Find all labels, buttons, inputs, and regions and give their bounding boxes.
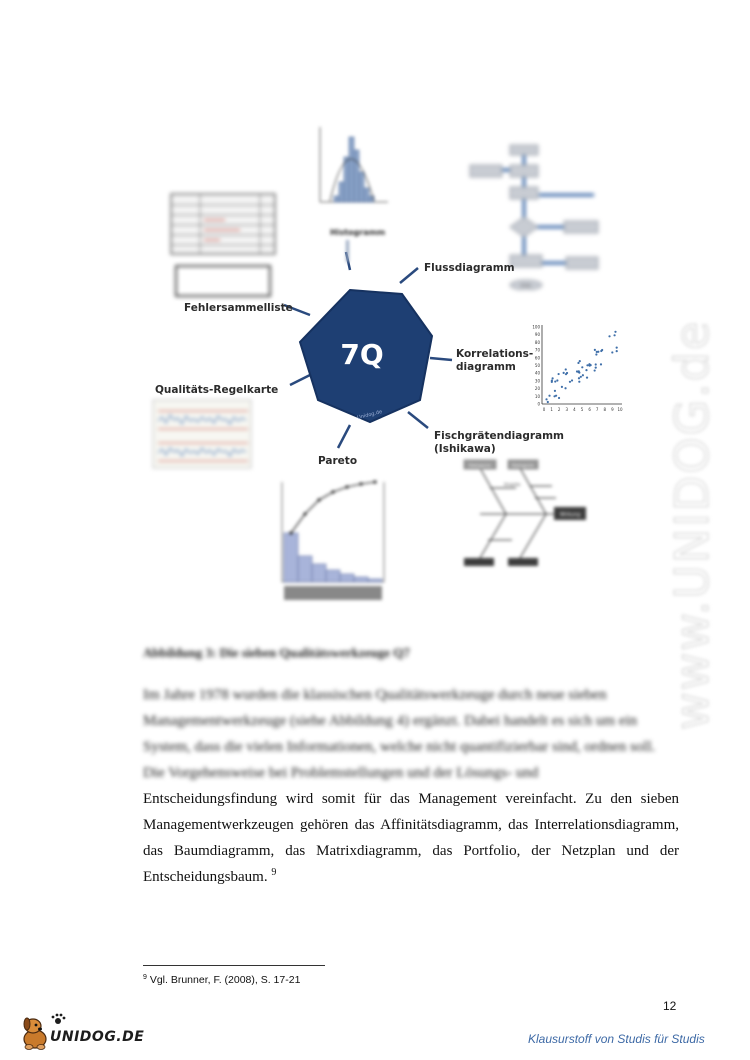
paragraph-blurred: [143, 682, 679, 786]
scatter-point: [551, 380, 553, 382]
scatter-point: [578, 377, 580, 379]
svg-text:www.UNIDOG.de: www.UNIDOG.de: [665, 319, 719, 730]
fishbone-kategorie-2: Kategorie: [512, 464, 534, 469]
scatter-point: [563, 372, 565, 374]
paragraph-line: Managementwerkzeuge (siehe Abbildung 4) ergänzt. Dabei handelt es sich um ein: [143, 713, 638, 729]
paragraph-line: Entscheidungsfindung wird somit für das Management vereinfacht. Zu den sieben: [143, 791, 679, 807]
scatter-x-ticks: [543, 407, 623, 412]
paragraph-line: System, dass die vielen Informationen, welche nicht quantifizierbar sind, ordnen soll.: [143, 739, 656, 755]
flow-end-label: Ende: [520, 283, 532, 288]
paragraph-line-text: Entscheidungsbaum.: [143, 869, 268, 885]
korrelations-label-2: diagramm: [456, 361, 516, 373]
scatter-point: [556, 379, 558, 381]
scatter-point: [595, 353, 597, 355]
fehlersammelliste-label: Fehlersammelliste: [184, 302, 293, 314]
scatter-x-tick-label: 5: [580, 407, 584, 412]
paragraph-line: Im Jahre 1978 wurden die klassischen Qualitätswerkzeuge durch neue sieben: [143, 687, 607, 703]
paragraph-line: Die Vorgehensweise bei Problemstellungen und der Lösungs- und: [143, 765, 539, 781]
regelkarte-label: Qualitäts-Regelkarte: [155, 384, 279, 396]
logo-text[interactable]: UNIDOG.DE: [50, 1029, 145, 1045]
scatter-point: [586, 364, 588, 366]
scatter-y-tick-label: 90: [534, 332, 540, 338]
scatter-y-tick-label: 10: [534, 393, 540, 399]
scatter-x-tick-label: 7: [595, 407, 599, 412]
scatter-point: [565, 368, 567, 370]
scatter-point: [588, 363, 590, 365]
scatter-x-tick-label: 6: [588, 407, 591, 412]
flussdiagramm-label: Flussdiagramm: [424, 262, 515, 274]
fehlersammelliste-thumbnail: [170, 193, 276, 299]
scatter-x-tick-label: 10: [617, 407, 623, 412]
scatter-y-tick-label: 100: [532, 324, 540, 330]
paragraph-clear: [143, 786, 679, 890]
histogram-label: Histogramm: [330, 228, 386, 237]
scatter-thumbnail: [526, 320, 626, 416]
scatter-x-tick-label: 1: [550, 407, 553, 412]
scatter-point: [594, 349, 596, 351]
scatter-x-tick-label: 4: [573, 407, 576, 412]
scatter-point: [581, 366, 583, 368]
footer-tagline: Klausurstoff von Studis für Studis: [528, 1032, 705, 1046]
scatter-x-tick-label: 0: [542, 407, 546, 412]
figure-caption: Abbildung 3: Die sieben Qualitätswerkzeuge Q7: [143, 645, 410, 660]
scatter-x-tick-label: 3: [565, 407, 569, 412]
histogram-connector: [346, 240, 349, 262]
scatter-point: [578, 372, 580, 374]
scatter-x-tick-label: 9: [611, 407, 614, 412]
scatter-point: [608, 335, 610, 337]
watermark: [640, 270, 740, 750]
scatter-point: [586, 377, 588, 379]
scatter-y-ticks: [532, 325, 540, 407]
scatter-point: [613, 334, 615, 336]
scatter-y-tick-label: 50: [534, 363, 540, 368]
korrelations-label-1: Korrelations-: [456, 348, 534, 360]
scatter-point: [580, 376, 582, 378]
scatter-y-tick-label: 70: [534, 347, 540, 353]
scatter-point: [600, 363, 602, 365]
scatter-y-tick-label: 80: [534, 339, 540, 345]
fishbone-wirkung: Wirkung: [559, 512, 581, 518]
scatter-y-tick-label: 20: [534, 386, 540, 392]
scatter-point: [577, 362, 579, 364]
scatter-point: [569, 381, 571, 383]
footnote-text: Vgl. Brunner, F. (2008), S. 17-21: [149, 974, 301, 986]
scatter-point: [595, 363, 597, 365]
scatter-point: [582, 374, 584, 376]
fischgraten-label-2: (Ishikawa): [434, 443, 496, 455]
scatter-point: [552, 377, 554, 379]
dog-mascot-icon: [24, 1018, 46, 1050]
scatter-point: [594, 369, 596, 371]
scatter-point: [597, 351, 599, 353]
page-number: 12: [663, 999, 677, 1013]
scatter-point: [565, 373, 567, 375]
scatter-point: [571, 379, 573, 381]
footnote: [143, 974, 300, 986]
scatter-point: [555, 395, 557, 397]
scatter-x-tick-label: 8: [603, 407, 607, 412]
fishbone-kategorie-1: Kategorie: [469, 464, 491, 469]
histogram-thumbnail: [312, 122, 392, 232]
scatter-point: [545, 398, 547, 400]
scatter-point: [578, 381, 580, 383]
paragraph-last-line: [143, 864, 679, 890]
fischgraten-label-1: Fischgrätendiagramm: [434, 430, 564, 442]
scatter-point: [558, 397, 560, 399]
paragraph-line: das Baumdiagramm, das Matrixdiagramm, das Portfolio, der Netzplan und der: [143, 843, 679, 859]
scatter-point: [616, 350, 618, 352]
heptagon-title: 7Q: [340, 338, 384, 371]
scatter-point: [554, 380, 556, 382]
footnote-reference[interactable]: 9: [271, 867, 277, 878]
fishbone-ursache: Ursache: [504, 482, 521, 487]
footnote-divider: [143, 965, 325, 966]
scatter-x-tick-label: 2: [557, 407, 561, 412]
scatter-point: [611, 351, 613, 353]
paw-icon: [52, 1014, 66, 1024]
q7-heptagon-diagram: [270, 250, 470, 460]
scatter-point: [558, 373, 560, 375]
scatter-point: [554, 390, 556, 392]
scatter-point: [561, 386, 563, 388]
scatter-point: [548, 395, 550, 397]
pareto-label: Pareto: [318, 455, 358, 467]
scatter-y-tick-label: 30: [534, 378, 540, 384]
pareto-thumbnail: [262, 478, 412, 608]
scatter-point: [616, 347, 618, 349]
scatter-y-tick-label: 60: [534, 355, 540, 361]
scatter-point: [579, 360, 581, 362]
scatter-point: [547, 401, 549, 403]
scatter-point: [595, 367, 597, 369]
regelkarte-thumbnail: [152, 399, 252, 469]
fishbone-thumbnail: [460, 458, 590, 568]
footnote-number: 9: [143, 974, 147, 981]
scatter-points: [545, 331, 617, 403]
paragraph-line: Managementwerkzeugen gehören das Affinitätsdiagramm, das Interrelationsdiagramm,: [143, 817, 679, 833]
scatter-y-tick-label: 40: [534, 370, 540, 376]
scatter-point: [585, 369, 587, 371]
scatter-point: [564, 387, 566, 389]
scatter-point: [614, 331, 616, 333]
scatter-point: [600, 350, 602, 352]
heptagon-small-text: Unidog.de: [356, 409, 383, 422]
scatter-y-tick-label: 0: [537, 401, 540, 407]
